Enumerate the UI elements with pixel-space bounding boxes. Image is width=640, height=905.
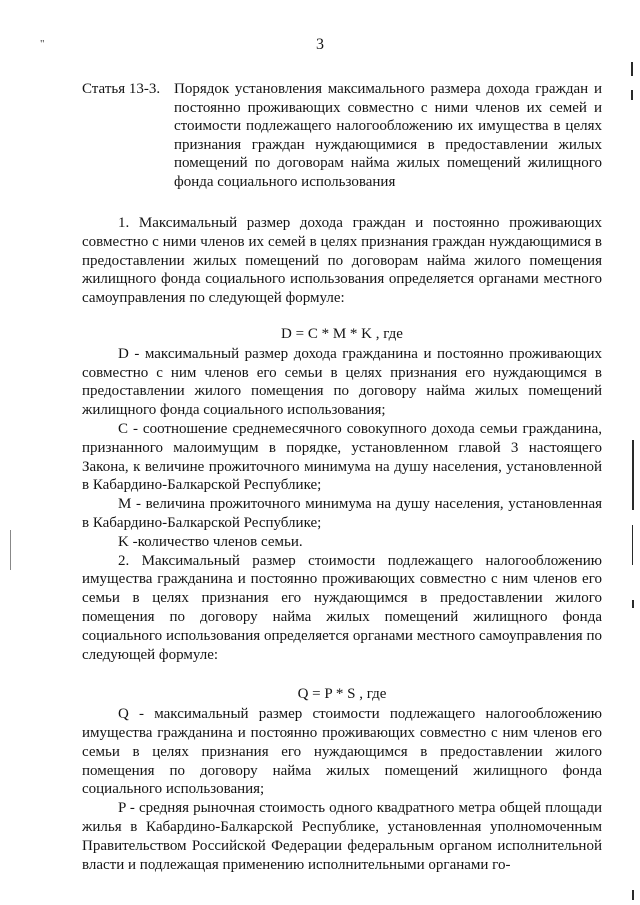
article-title: Порядок установления максимального размера дохода граждан и постоянно проживающих совместно с ними членов их семей и стоимости подлежащего налогообложению их имущества в целях признания граждан нуждающимися в предоставлении жилых помещений по договорам найма жилых помещений жилищного фонда социального использования: [174, 81, 602, 190]
scan-edge-mark: [632, 600, 634, 608]
scan-corner-mark: ": [40, 38, 45, 50]
paragraph-1: 1. Максимальный размер дохода граждан и постоянно проживающих совместно с ними членов их семей в целях признания граждан нуждающимися в предоставлении жилых помещений по договорам найма жилого помещения жилищного фонда социального использования определяется органами местного самоуправления по следующей формуле:: [82, 215, 602, 307]
article-body: [82, 214, 602, 874]
article-heading: [82, 80, 602, 192]
definition-d: D - максимальный размер дохода гражданина и постоянно проживающих совместно с ним членов его семьи в целях признания его нуждающимся в предоставлении жилого помещения по договору найма жилых помещений жилищного фонда социального использования;: [82, 345, 602, 419]
article-label: Статья 13-3.: [82, 81, 161, 97]
definition-q: Q - максимальный размер стоимости подлежащего налогообложению имущества гражданина и постоянно проживающих совместно с ним членов его семьи в целях признания его нуждающимся в предоставлении жилого помещения по договору найма жилых помещений жилищного фонда социального использования;: [82, 706, 602, 798]
formula-d: D = C * M * K , где: [281, 325, 403, 342]
scan-edge-mark: [631, 62, 633, 76]
scan-edge-mark: [632, 525, 633, 565]
scan-edge-mark: [10, 530, 11, 570]
scan-edge-mark: [631, 90, 633, 100]
definition-c: C - соотношение среднемесячного совокупного дохода семьи гражданина, признанного малоимущим в порядке, установленном главой 3 настоящего Закона, к величине прожиточного минимума на душу населения, установленной в Кабардино-Балкарской Республике;: [82, 420, 602, 494]
scan-edge-mark: [632, 440, 634, 510]
paragraph-2: 2. Максимальный размер стоимости подлежащего налогообложению имущества гражданина и постоянно проживающих совместно с ним членов его семьи в целях признания его нуждающимся в предоставлении жилого помещения по договору найма жилых помещений жилищного фонда социального использования определяется органами местного самоуправления по следующей формуле:: [82, 552, 602, 663]
definition-p: P - средняя рыночная стоимость одного квадратного метра общей площади жилья в Кабардино-Балкарской Республике, установленная уполномоченным Правительством Российской Федерации федеральным органом исполнительной власти и подлежащая применению исполнительными органами го-: [82, 800, 602, 873]
scan-edge-mark: [632, 890, 634, 900]
formula-q: Q = P * S , где: [297, 686, 387, 703]
definition-k: K -количество членов семьи.: [118, 533, 303, 550]
page-number: 3: [316, 36, 324, 53]
definition-m: М - величина прожиточного минимума на душу населения, установленная в Кабардино-Балкарской Республике;: [82, 496, 602, 531]
